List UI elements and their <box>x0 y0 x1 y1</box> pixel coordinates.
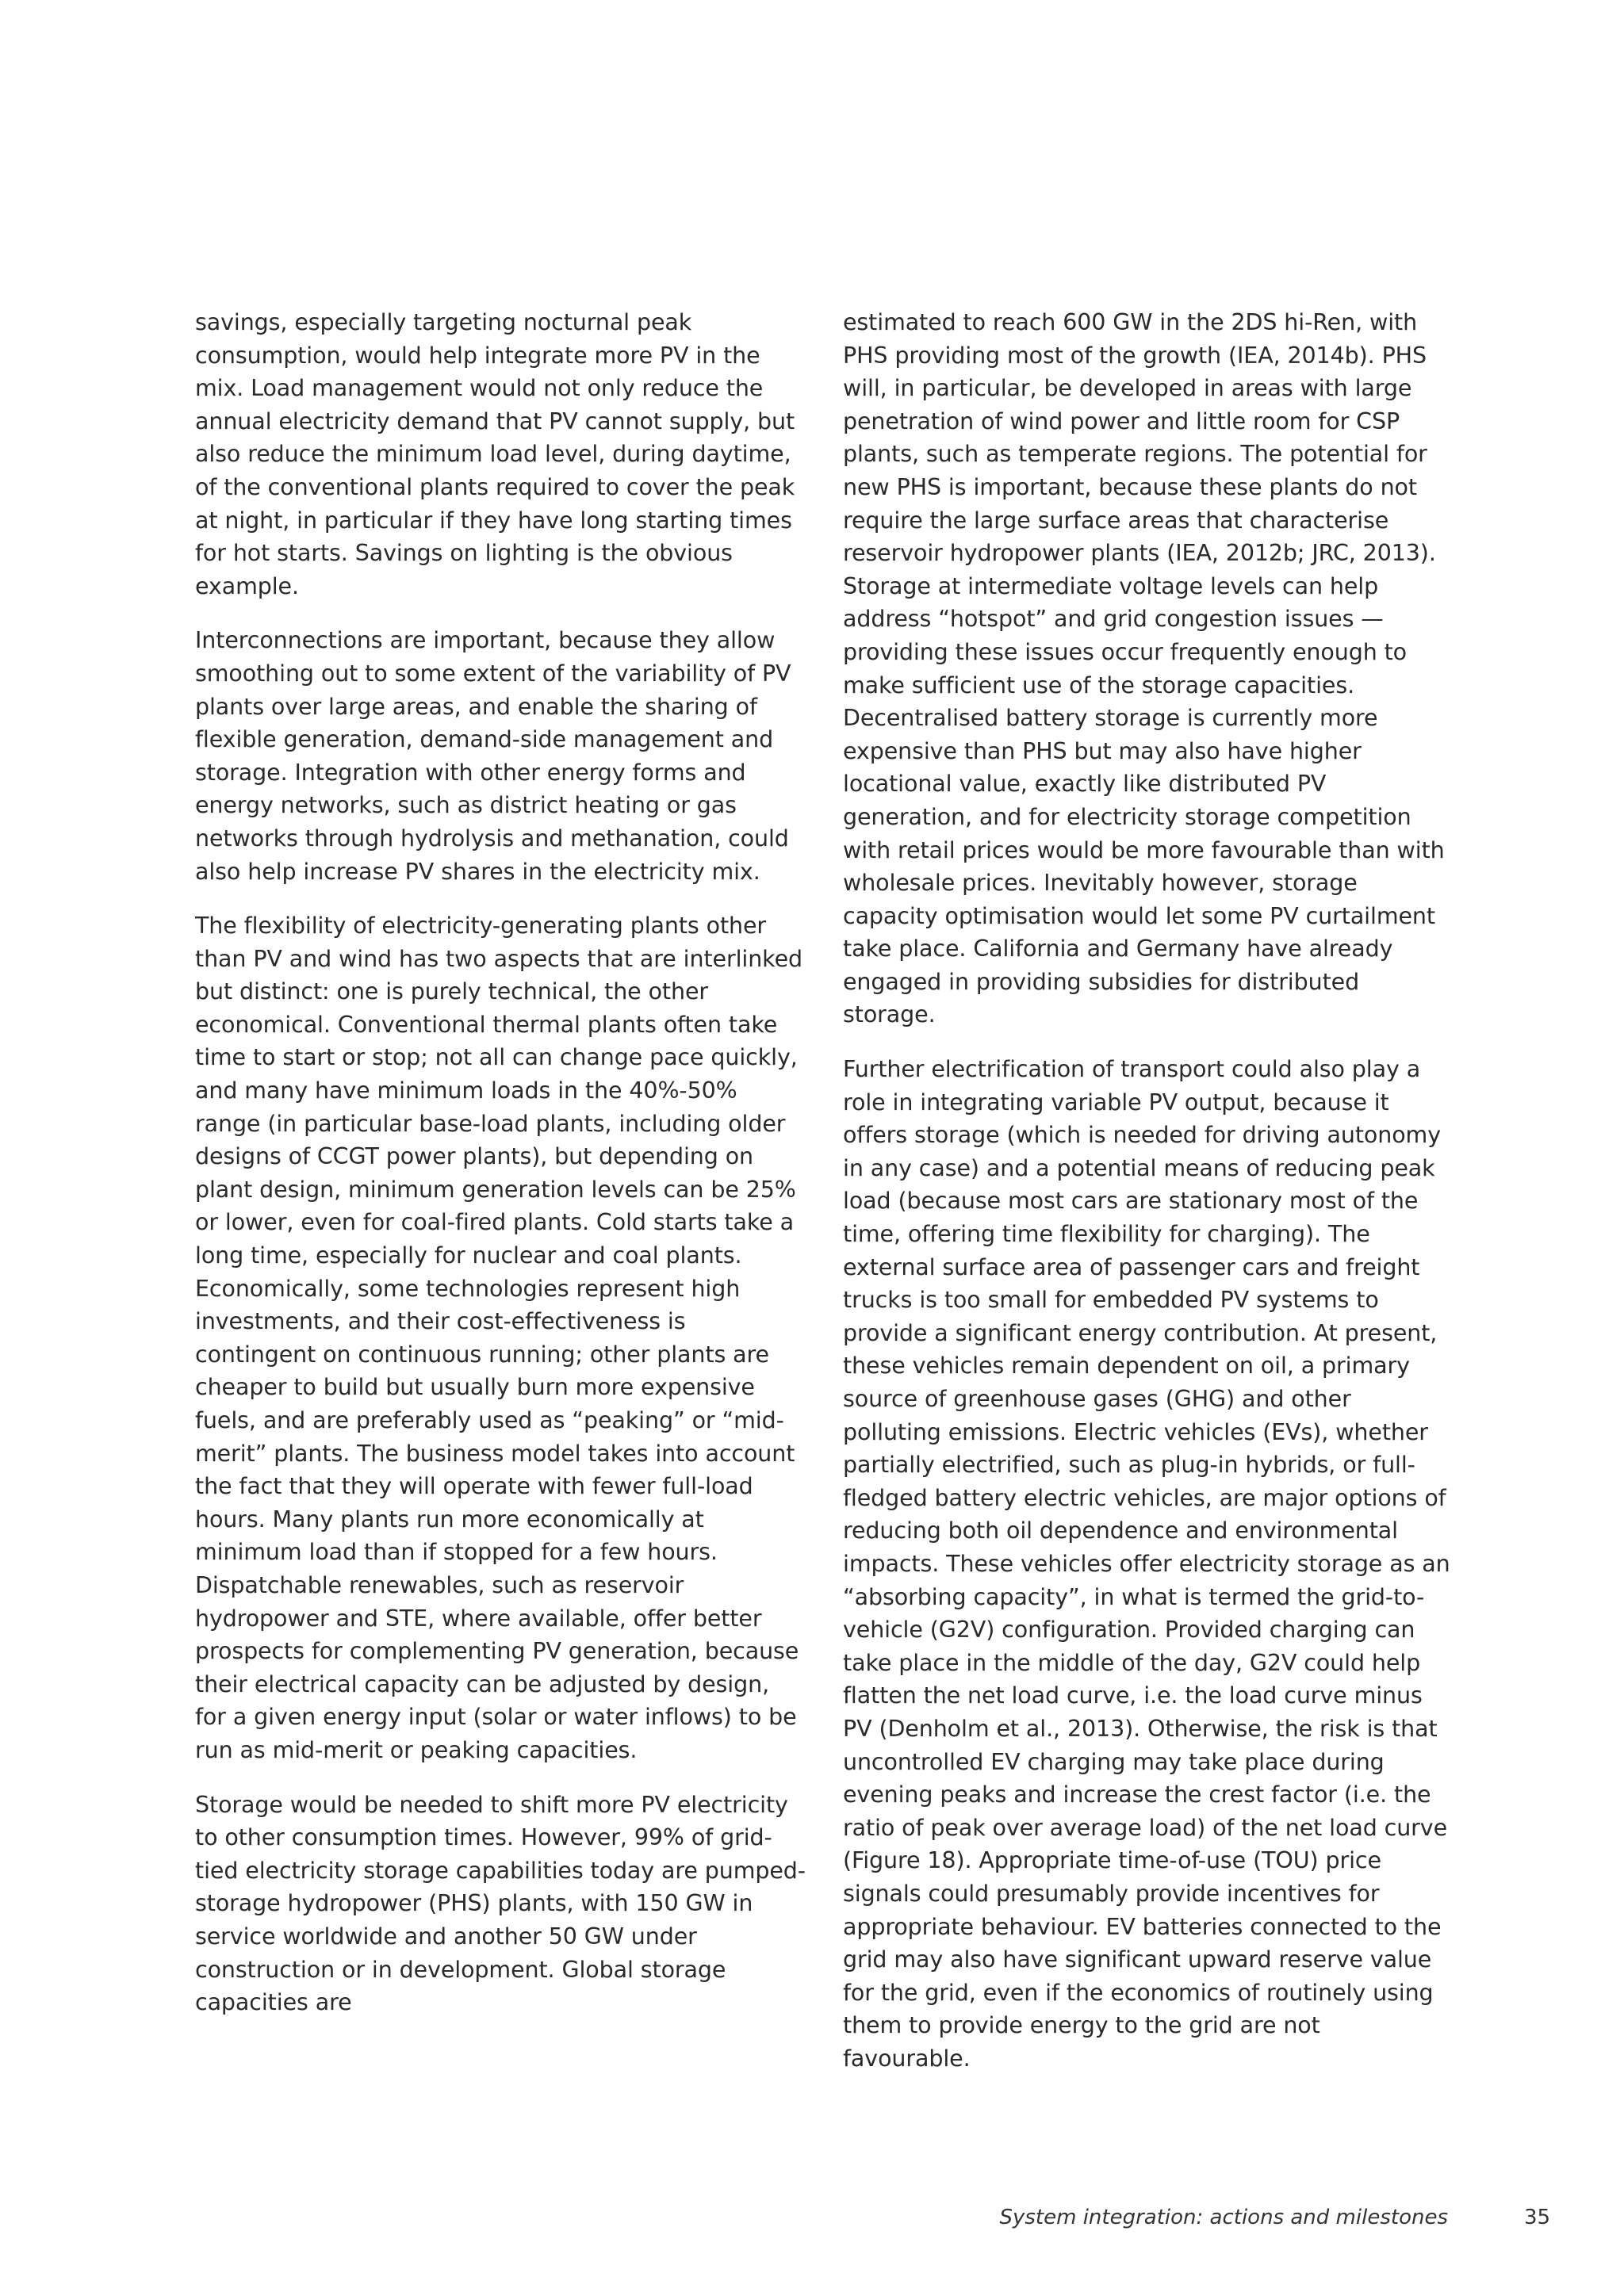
paragraph-storage-intro: Storage would be needed to shift more PV electricity to other consumption times. However, 99% of grid-tied electricity storage capabilities today are pumped-storage hydropower (PHS) plants, with 150 GW in service worldwide and another 50 GW under construction or in development. Global storage capacities are <box>195 1791 806 2016</box>
paragraph-plant-flexibility: The flexibility of electricity-generating plants other than PV and wind has two aspects that are interlinked but distinct: one is purely technical, the other economical. Conventional thermal plants often take time to start or stop; not all can change pace quickly, and many have minimum loads in the 40%-50% range (in particular base-load plants, including older designs of CCGT power plants), but depending on plant design, minimum generation levels can be 25% or lower, even for coal-fired plants. Cold starts take a long time, especially for nuclear and coal plants. Economically, some technologies represent high investments, and their cost-effectiveness is contingent on continuous running; other plants are cheaper to build but usually burn more expensive fuels, and are preferably used as “peaking” or “mid-merit” plants. The business model takes into account the fact that they will operate with fewer full-load hours. Many plants run more economically at minimum load than if stopped for a few hours. Dispatchable renewables, such as reservoir hydropower and STE, where available, offer better prospects for complementing PV generation, because their electrical capacity can be adjusted by design, for a given energy input (solar or water inflows) to be run as mid-merit or peaking capacities. <box>195 913 802 1763</box>
paragraph-interconnections: Interconnections are important, because they allow smoothing out to some extent of the variability of PV plants over large areas, and enable the sharing of flexible generation, demand-side management and storage. Integration with other energy forms and energy networks, such as district heating or gas networks through hydrolysis and methanation, could also help increase PV shares in the electricity mix. <box>195 627 791 885</box>
paragraph-storage-capacities: estimated to reach 600 GW in the 2DS hi-Ren, with PHS providing most of the growth (IEA, 2014b). PHS will, in particular, be developed in areas with large penetration of wind power and little room for CSP plants, such as temperate regions. The potential for new PHS is important, because these plants do not require the large surface areas that characterise reservoir hydropower plants (IEA, 2012b; JRC, 2013). Storage at intermediate voltage levels can help address “hotspot” and grid congestion issues — providing these issues occur frequently enough to make sufficient use of the storage capacities. Decentralised battery storage is currently more expensive than PHS but may also have higher locational value, exactly like distributed PV generation, and for electricity storage competition with retail prices would be more favourable than with wholesale prices. Inevitably however, storage capacity optimisation would let some PV curtailment take place. California and Germany have already engaged in providing subsidies for distributed storage. <box>843 309 1445 1028</box>
paragraph-transport-electrification: Further electrification of transport could also play a role in integrating variable PV output, because it offers storage (which is needed for driving autonomy in any case) and a potential means of reducing peak load (because most cars are stationary most of the time, offering time flexibility for charging). The external surface area of passenger cars and freight trucks is too small for embedded PV systems to provide a significant energy contribution. At present, these vehicles remain dependent on oil, a primary source of greenhouse gases (GHG) and other polluting emissions. Electric vehicles (EVs), whether partially electrified, such as plug-in hybrids, or full-fledged battery electric vehicles, are major options of reducing both oil dependence and environmental impacts. These vehicles offer electricity storage as an “absorbing capacity”, in what is termed the grid-to-vehicle (G2V) configuration. Provided charging can take place in the middle of the day, G2V could help flatten the net load curve, i.e. the load curve minus PV (Denholm et al., 2013). Otherwise, the risk is that uncontrolled EV charging may take place during evening peaks and increase the crest factor (i.e. the ratio of peak over average load) of the net load curve (Figure 18). Appropriate time-of-use (TOU) price signals could presumably provide incentives for appropriate behaviour. EV batteries connected to the grid may also have significant upward reserve value for the grid, even if the economics of routinely using them to provide energy to the grid are not favourable. <box>843 1056 1450 2072</box>
footer-section-title: System integration: actions and milestones <box>999 2206 1448 2229</box>
right-text-column <box>843 306 1454 2096</box>
left-text-column <box>195 306 806 2041</box>
paragraph-load-management: savings, especially targeting nocturnal peak consumption, would help integrate more PV in the mix. Load management would not only reduce the annual electricity demand that PV cannot supply, but also reduce the minimum load level, during daytime, of the conventional plants required to cover the peak at night, in particular if they have long starting times for hot starts. Savings on lighting is the obvious example. <box>195 309 795 599</box>
page-number: 35 <box>1524 2206 1551 2229</box>
